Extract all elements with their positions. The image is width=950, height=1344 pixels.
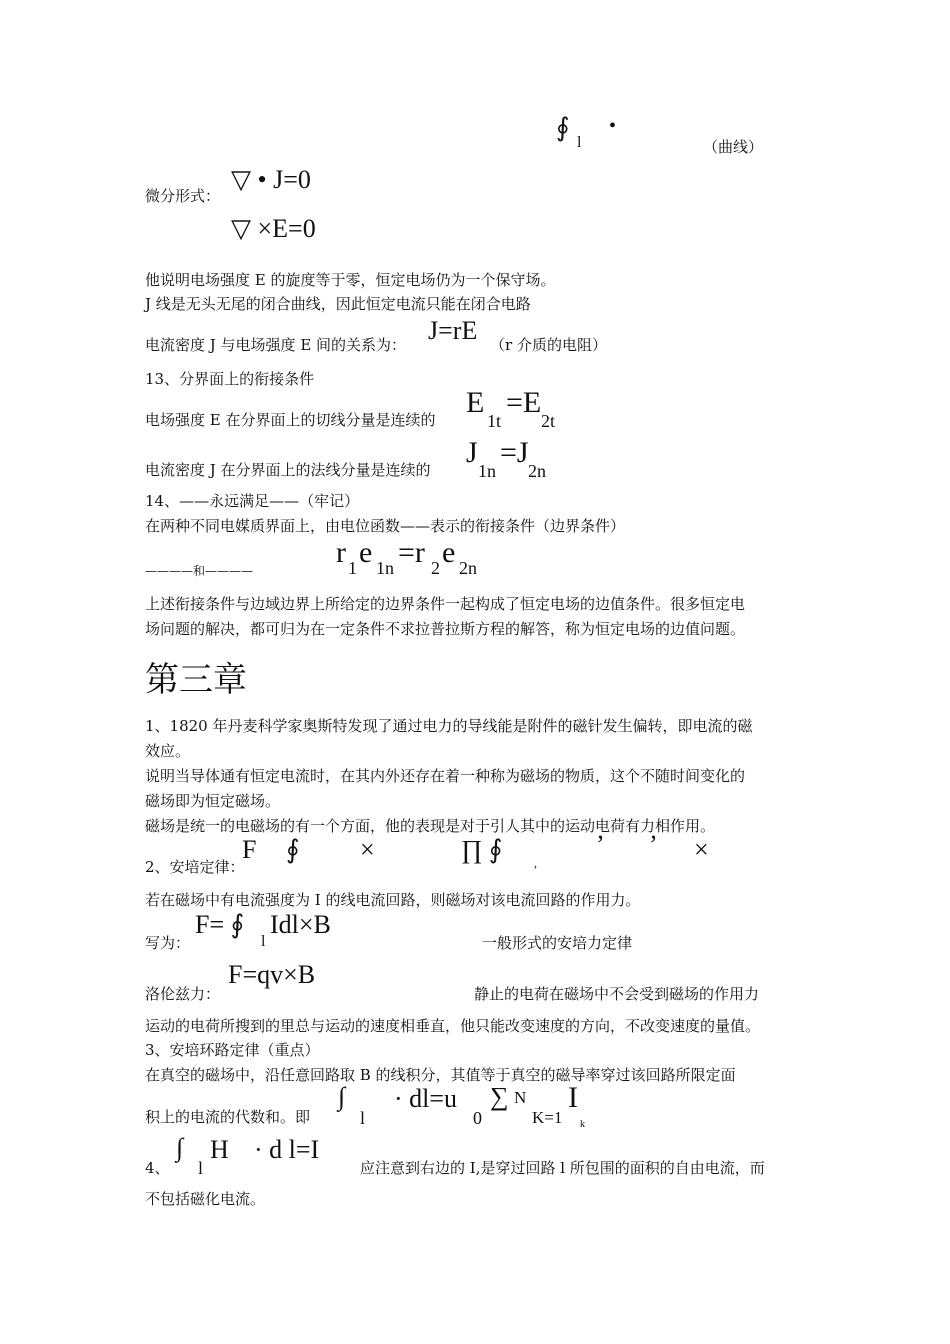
text-line: 1、1820 年丹麦科学家奥斯特发现了通过电力的导线能是附件的磁针发生偏转，即电流的磁 (145, 717, 753, 735)
eq-E-sub2: 2t (541, 411, 556, 431)
and-label: ————和———— (145, 564, 254, 578)
text-line: 若在磁场中有电流强度为 I 的线电流回路，则磁场对该电流回路的作用力。 (145, 891, 641, 909)
text-line: 积上的电流的代数和。即 (145, 1108, 311, 1126)
free-current-note-cont: 不包括磁化电流。 (145, 1190, 266, 1208)
tangential-condition-label: 电场强度 E 在分界面上的切线分量是连续的 (145, 411, 436, 429)
ampere-comma: , (534, 856, 537, 870)
contour-integral-symbol: ∮ (556, 113, 570, 142)
integral-subscript: l (360, 1108, 366, 1128)
text-line: 在两种不同电媒质界面上，由电位函数——表示的衔接条件（边界条件） (145, 517, 626, 535)
ampere-circuit-eq: · dl=u (394, 1084, 458, 1113)
relation-note: （r 介质的电阻） (490, 336, 607, 354)
eq-r2: =r (398, 536, 425, 569)
eq-E-sub1: 1t (487, 411, 502, 431)
lorentz-note: 静止的电荷在磁场中不会受到磁场的作用力 (474, 985, 760, 1003)
h-integral-subscript: l (198, 1158, 204, 1178)
section-heading-3: 3、安培环路定律（重点） (145, 1041, 320, 1059)
text-line: J 线是无头无尾的闭合曲线，因此恒定电流只能在闭合电路 (145, 295, 531, 313)
sum-upper-limit: N (514, 1088, 527, 1107)
eq-E-equals: =E (506, 386, 542, 419)
eq-e1-sub: 1n (376, 558, 394, 578)
eq-r2-sub: 2 (431, 558, 440, 578)
ohm-law-equation: J=rE (428, 316, 478, 345)
h-integral-symbol: ∫ (176, 1133, 184, 1162)
ampere-product: ∏ ∮ (461, 835, 503, 864)
ampere-prime-2: ’ (649, 830, 658, 859)
relation-label: 电流密度 J 与电场强度 E 间的关系为： (145, 336, 407, 354)
ampere-force-eq-b: Idl×B (270, 910, 331, 939)
eq-J-sub1: 1n (478, 461, 496, 481)
ampere-law-label: 2、安培定律： (145, 858, 245, 876)
ampere-cross-2: × (694, 835, 709, 864)
eq-J-main: J (466, 436, 478, 469)
chapter-title: 第三章 (145, 660, 247, 700)
integral-subscript: l (577, 134, 582, 151)
eq-e1: e (359, 536, 373, 569)
text-line: 磁场是统一的电磁场的有一个方面，他的表现是对于引人其中的运动电荷有力相作用。 (145, 817, 716, 835)
lorentz-label: 洛伦兹力： (145, 985, 221, 1003)
divergence-equation: ▽ • J=0 (231, 165, 311, 194)
text-line: 说明当导体通有恒定电流时，在其内外还存在着一种称为磁场的物质，这个不随时间变化的 (145, 767, 746, 785)
h-field-symbol: H (210, 1135, 229, 1164)
ampere-F: F (242, 835, 257, 864)
lorentz-equation: F=qv×B (228, 960, 316, 989)
general-ampere-note: 一般形式的安培力定律 (482, 934, 633, 952)
section-heading-13: 13、分界面上的衔接条件 (145, 370, 315, 388)
eq-e2-sub: 2n (459, 558, 477, 578)
paragraph-line: 上述衔接条件与边域边界上所给定的边界条件一起构成了恒定电场的边值条件。很多恒定电 (145, 595, 746, 613)
ampere-oint: ∮ (286, 835, 300, 864)
sum-lower-limit: K=1 (532, 1108, 563, 1127)
text-line: 在真空的磁场中，沿任意回路取 B 的线积分，其值等于真空的磁导率穿过该回路所限定面 (145, 1066, 736, 1084)
text-line: 他说明电场强度 E 的旋度等于零，恒定电场仍为一个保守场。 (145, 271, 556, 289)
free-current-note: 应注意到右边的 I,是穿过回路 l 所包围的面积的自由电流，而 (360, 1159, 765, 1177)
current-subscript: k (580, 1119, 585, 1130)
normal-condition-label: 电流密度 J 在分界面上的法线分量是连续的 (145, 461, 431, 479)
eq-r1-sub: 1 (348, 558, 357, 578)
ampere-cross-1: × (360, 835, 375, 864)
item-4-label: 4、 (145, 1159, 170, 1177)
eq-e2: e (442, 536, 456, 569)
mu-subscript: 0 (473, 1108, 482, 1128)
differential-form-label: 微分形式： (145, 187, 221, 205)
text-line: 运动的电荷所搜到的里总与运动的速度相垂直，他只能改变速度的方向，不改变速度的量值。 (145, 1017, 761, 1035)
dot-operator: • (609, 115, 617, 137)
ampere-force-eq-a: F= ∮ (195, 910, 245, 939)
paragraph-line: 场问题的解决，都可归为在一定条件不求拉普拉斯方程的解答，称为恒定电场的边值问题。 (145, 620, 746, 638)
integral-symbol: ∫ (338, 1082, 346, 1111)
written-as-label: 写为： (145, 934, 191, 952)
text-line: 磁场即为恒定磁场。 (145, 792, 281, 810)
current-symbol: I (568, 1081, 578, 1114)
curl-equation: ▽ ×E=0 (231, 214, 316, 243)
sum-symbol: ∑ (490, 1082, 509, 1111)
eq-J-sub2: 2n (528, 461, 546, 481)
section-heading-14: 14、——永远满足——（牢记） (145, 492, 360, 510)
eq-J-equals: =J (500, 436, 529, 469)
ampere-prime-1: ’ (596, 830, 605, 859)
curve-note: （曲线） (703, 138, 764, 156)
ampere-force-eq-sub: l (261, 933, 266, 950)
text-line: 效应。 (145, 742, 191, 760)
eq-E-main: E (466, 386, 485, 419)
eq-r1: r (336, 536, 346, 569)
h-circuit-eq: · d l=I (254, 1135, 320, 1164)
